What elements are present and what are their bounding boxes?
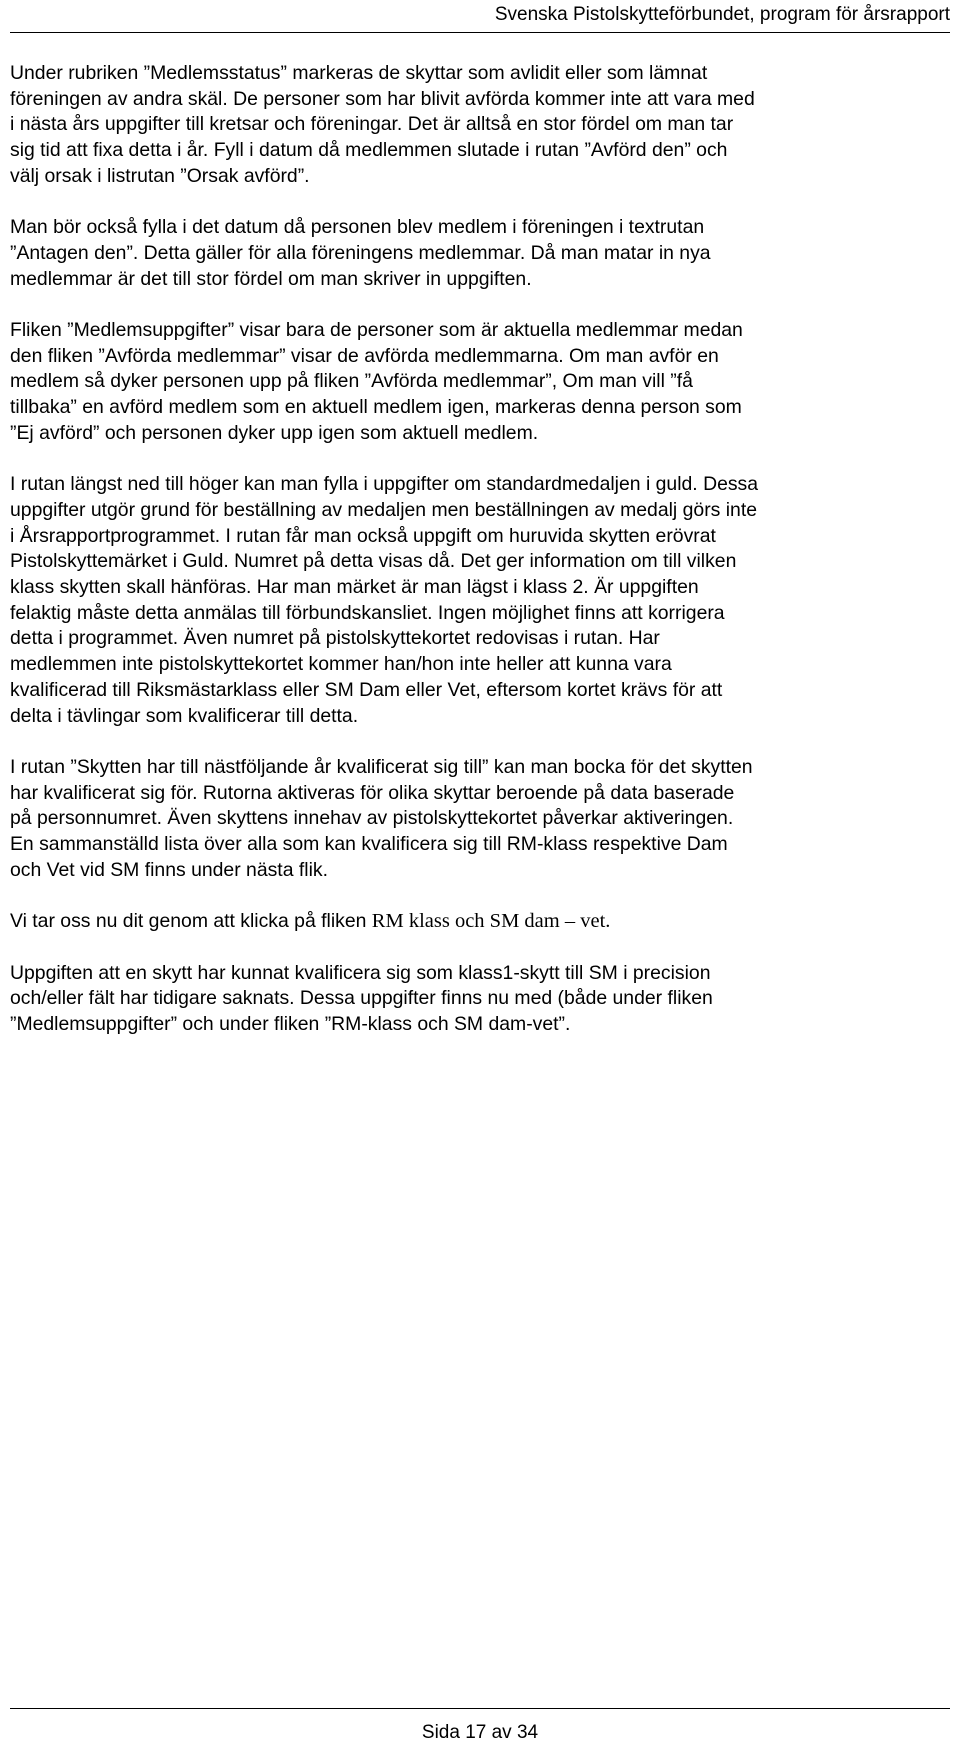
text-line: En sammanställd lista över alla som kan kvalificera sig till RM-klass respektive Dam xyxy=(10,833,728,856)
footer-rule xyxy=(10,1708,950,1709)
paragraph-kvalificerat xyxy=(10,755,950,884)
text-line: på personnumret. Även skyttens innehav av pistolskyttekortet påverkar aktiveringen. xyxy=(10,807,734,830)
paragraph-fliken-medlemsuppgifter xyxy=(10,318,950,447)
text-line: Pistolskyttemärket i Guld. Numret på detta visas då. Det ger information om till vilken xyxy=(10,550,737,573)
page-header xyxy=(10,0,950,33)
text-line: ”Antagen den”. Detta gäller för alla föreningens medlemmar. Då man matar in nya xyxy=(10,241,711,264)
text-line: föreningen av andra skäl. De personer som har blivit avförda kommer inte att vara med xyxy=(10,87,755,110)
text-line: Man bör också fylla i det datum då personen blev medlem i föreningen i textrutan xyxy=(10,216,705,239)
text-line: detta i programmet. Även numret på pistolskyttekortet redovisas i rutan. Har xyxy=(10,627,660,650)
text-line: i Årsrapportprogrammet. I rutan får man också uppgift om huruvida skytten erövrat xyxy=(10,524,716,547)
text-line: den fliken ”Avförda medlemmar” visar de avförda medlemmarna. Om man avför en xyxy=(10,344,719,367)
text-line: felaktig måste detta anmälas till förbundskansliet. Ingen möjlighet finns att korrigera xyxy=(10,601,725,624)
text-line: medlemmar är det till stor fördel om man skriver in uppgiften. xyxy=(10,267,532,290)
header-title: Svenska Pistolskytteförbundet, program för årsrapport xyxy=(494,4,950,25)
text-line: Under rubriken ”Medlemsstatus” markeras de skyttar som avlidit eller som lämnat xyxy=(10,62,708,84)
text-line: Vi tar oss nu dit genom att klicka på fliken xyxy=(10,910,372,933)
page-number: Sida 17 av 34 xyxy=(421,1722,539,1743)
paragraph-antagen-den xyxy=(10,215,950,292)
paragraph-medlemsstatus xyxy=(10,61,950,190)
text-line: Uppgiften att en skytt har kunnat kvalificera sig som klass1-skytt till SM i precision xyxy=(10,961,711,984)
text-line: ”Ej avförd” och personen dyker upp igen som aktuell medlem. xyxy=(10,421,539,444)
text-line: tillbaka” en avförd medlem som en aktuell medlem igen, markeras denna person som xyxy=(10,396,742,419)
text-line: medlem så dyker personen upp på fliken ”Avförda medlemmar”, Om man vill ”få xyxy=(10,370,693,393)
text-line: I rutan längst ned till höger kan man fylla i uppgifter om standardmedaljen i guld. Dessa xyxy=(10,473,759,496)
text-line: ”Medlemsuppgifter” och under fliken ”RM-klass och SM dam-vet”. xyxy=(10,1012,571,1035)
text-line: Fliken ”Medlemsuppgifter” visar bara de personer som är aktuella medlemmar medan xyxy=(10,319,743,341)
text-line: uppgifter utgör grund för beställning av medaljen men beställningen av medalj görs inte xyxy=(10,498,757,521)
document-body xyxy=(10,61,950,1063)
text-line: i nästa års uppgifter till kretsar och föreningar. Det är alltså en stor fördel om man tar xyxy=(10,113,734,136)
paragraph-klicka-fliken xyxy=(10,909,950,935)
text-line: och Vet vid SM finns under nästa flik. xyxy=(10,858,328,881)
paragraph-klass1-skytt xyxy=(10,961,950,1038)
paragraph-standardmedaljen xyxy=(10,472,950,729)
text-line: kvalificerad till Riksmästarklass eller SM Dam eller Vet, eftersom kortet krävs för att xyxy=(10,678,723,701)
page-footer xyxy=(0,1710,960,1746)
text-line: I rutan ”Skytten har till nästföljande år kvalificerat sig till” kan man bocka för det skytten xyxy=(10,755,753,778)
text-line: har kvalificerat sig för. Rutorna aktiveras för olika skyttar beroende på data baserade xyxy=(10,781,735,804)
text-line: och/eller fält har tidigare saknats. Dessa uppgifter finns nu med (både under fliken xyxy=(10,987,713,1010)
tab-name-rm-klass: RM klass och SM dam – vet. xyxy=(371,910,611,933)
text-line: klass skytten skall hänföras. Har man märket är man lägst i klass 2. Är uppgiften xyxy=(10,576,699,599)
text-line: sig tid att fixa detta i år. Fyll i datum då medlemmen slutade i rutan ”Avförd den” och xyxy=(10,139,728,162)
text-line: delta i tävlingar som kvalificerar till detta. xyxy=(10,704,359,727)
text-line: välj orsak i listrutan ”Orsak avförd”. xyxy=(10,164,310,187)
text-line: medlemmen inte pistolskyttekortet kommer han/hon inte heller att kunna vara xyxy=(10,653,672,676)
